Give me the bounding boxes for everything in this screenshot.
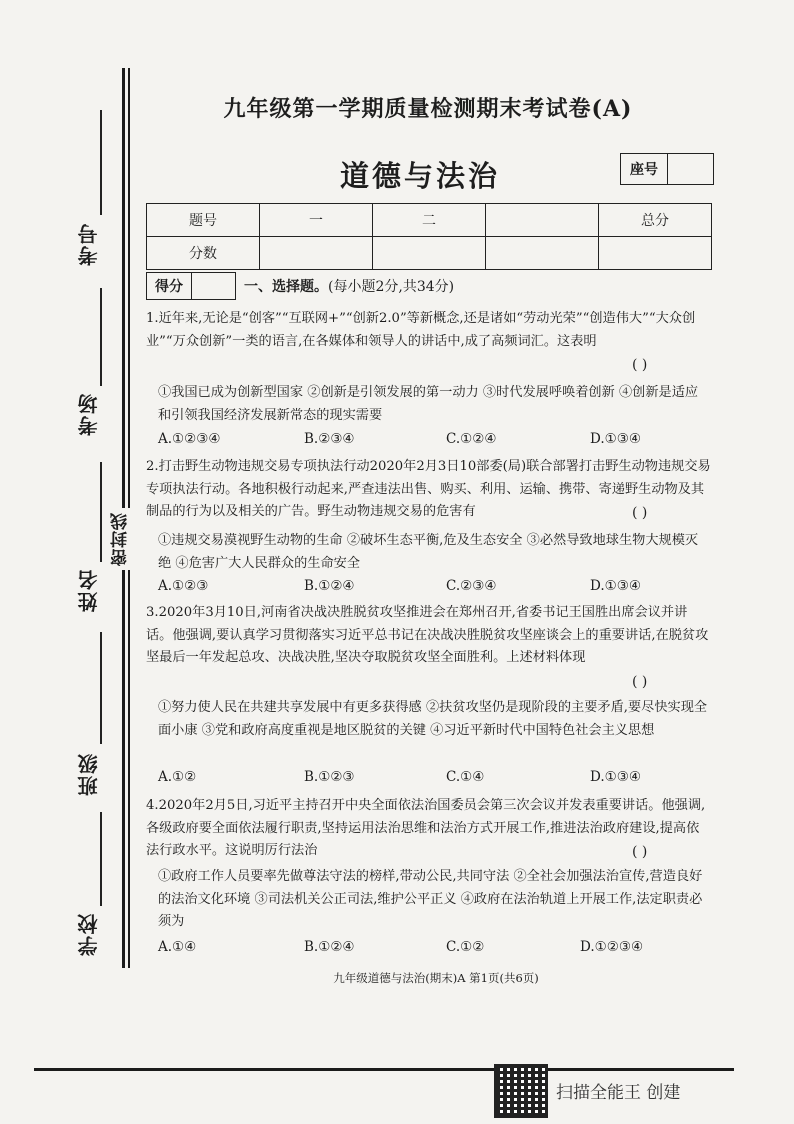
score-entry[interactable] <box>260 237 373 270</box>
choice-c[interactable]: C.①④ <box>446 769 485 785</box>
seat-number-field[interactable] <box>668 154 713 184</box>
section-score-label: 得分 <box>147 273 192 299</box>
section-score-box <box>146 272 236 300</box>
score-cell <box>486 204 599 237</box>
choice-b[interactable]: B.①②③ <box>304 769 355 785</box>
qr-code-icon <box>496 1066 546 1116</box>
score-entry[interactable] <box>486 237 599 270</box>
class-label: 班级 <box>77 752 101 796</box>
score-cell: 分数 <box>147 237 260 270</box>
seat-label: 座号 <box>621 154 668 184</box>
seat-number-box <box>620 153 714 185</box>
exam-room-label: 考场 <box>77 392 101 436</box>
choice-c[interactable]: C.①②④ <box>446 431 497 447</box>
school-label: 学校 <box>77 912 101 956</box>
question-2-options: ①违规交易漠视野生动物的生命 ②破坏生态平衡,危及生态安全 ③必然导致地球生物大规模灭绝 ④危害广大人民群众的生命安全 <box>158 533 699 571</box>
score-cell: 总分 <box>599 204 712 237</box>
choice-d[interactable]: D.①②③④ <box>580 939 644 955</box>
section-note: (每小题2分,共34分) <box>328 279 455 295</box>
section-heading <box>244 276 454 296</box>
seal-line-label: 密封线 <box>108 508 133 570</box>
score-table-score-row <box>147 237 712 270</box>
choice-d[interactable]: D.①③④ <box>590 578 641 594</box>
section-score-field[interactable] <box>192 273 235 299</box>
question-2-text: 2.打击野生动物违规交易专项执法行动2020年2月3日10部委(局)联合部署打击野生动物违规交易专项执法行动。各地积极行动起来,严查违法出售、购买、利用、运输、携带、寄递野生动物及其制品的行为以及相关的广告。野生动物违规交易的危害有 <box>146 459 711 519</box>
scanner-watermark: 扫描全能王 创建 <box>556 1083 681 1103</box>
question-3-options: ①努力使人民在共建共享发展中有更多获得感 ②扶贫攻坚仍是现阶段的主要矛盾,要尽快实现全面小康 ③党和政府高度重视是地区脱贫的关键 ④习近平新时代中国特色社会主义思想 <box>158 700 708 738</box>
exam-title: 九年级第一学期质量检测期末考试卷(A) <box>223 96 633 122</box>
choice-d[interactable]: D.①③④ <box>590 431 641 447</box>
question-4-text: 4.2020年2月5日,习近平主持召开中央全面依法治国委员会第三次会议并发表重要讲话。他强调,各级政府要全面依法履行职责,坚持运用法治思维和法治方式开展工作,推进法治政府建设,提高依法行政水平。这说明厉行法治 <box>146 798 706 858</box>
choice-d[interactable]: D.①③④ <box>590 769 641 785</box>
choice-a[interactable]: A.①②③ <box>158 578 209 594</box>
exam-room-line <box>100 288 102 386</box>
answer-bracket[interactable]: ( ) <box>632 505 648 521</box>
choice-a[interactable]: A.①②③④ <box>158 431 221 447</box>
score-cell: 二 <box>373 204 486 237</box>
name-line <box>100 462 102 562</box>
name-label: 姓名 <box>77 568 101 612</box>
score-cell: 题号 <box>147 204 260 237</box>
question-3-text: 3.2020年3月10日,河南省决战决胜脱贫攻坚推进会在郑州召开,省委书记王国胜出席会议并讲话。他强调,要认真学习贯彻落实习近平总书记在决战决胜脱贫攻坚座谈会上的重要讲话,在脱贫攻坚最后一年发起总攻、决战决胜,坚决夺取脱贫攻坚全面胜利。上述材料体现 <box>146 605 709 665</box>
choice-b[interactable]: B.①②④ <box>304 939 355 955</box>
choice-a[interactable]: A.①④ <box>158 939 197 955</box>
choice-c[interactable]: C.②③④ <box>446 578 497 594</box>
question-1-options: ①我国已成为创新型国家 ②创新是引领发展的第一动力 ③时代发展呼唤着创新 ④创新是适应和引领我国经济发展新常态的现实需要 <box>158 385 699 423</box>
subject-title: 道德与法治 <box>339 159 500 193</box>
exam-number-line <box>100 110 102 215</box>
score-table-header-row <box>147 204 712 237</box>
school-line <box>100 812 102 906</box>
choice-b[interactable]: B.②③④ <box>304 431 355 447</box>
choice-b[interactable]: B.①②④ <box>304 578 355 594</box>
score-entry[interactable] <box>599 237 712 270</box>
answer-bracket[interactable]: ( ) <box>632 844 648 860</box>
choice-c[interactable]: C.①② <box>446 939 485 955</box>
bottom-rule <box>34 1068 734 1071</box>
page-footer: 九年级道德与法治(期末)A 第1页(共6页) <box>333 971 539 985</box>
question-1-text: 1.近年来,无论是“创客”“互联网+”“创新2.0”等新概念,还是诸如“劳动光荣”“创造伟大”“大众创业”“万众创新”一类的语言,在各媒体和领导人的讲话中,成了高频词汇。这表明 <box>146 311 696 349</box>
class-line <box>100 632 102 744</box>
exam-number-label: 考号 <box>77 222 101 266</box>
score-table <box>146 203 712 270</box>
score-entry[interactable] <box>373 237 486 270</box>
answer-bracket[interactable]: ( ) <box>632 357 648 373</box>
section-title: 一、选择题。 <box>244 279 328 295</box>
answer-bracket[interactable]: ( ) <box>632 674 648 690</box>
choice-a[interactable]: A.①② <box>158 769 197 785</box>
score-cell: 一 <box>260 204 373 237</box>
question-4-options: ①政府工作人员要率先做尊法守法的榜样,带动公民,共同守法 ②全社会加强法治宣传,营造良好的法治文化环境 ③司法机关公正司法,维护公平正义 ④政府在法治轨道上开展工作,法定职责必须为 <box>158 869 703 929</box>
